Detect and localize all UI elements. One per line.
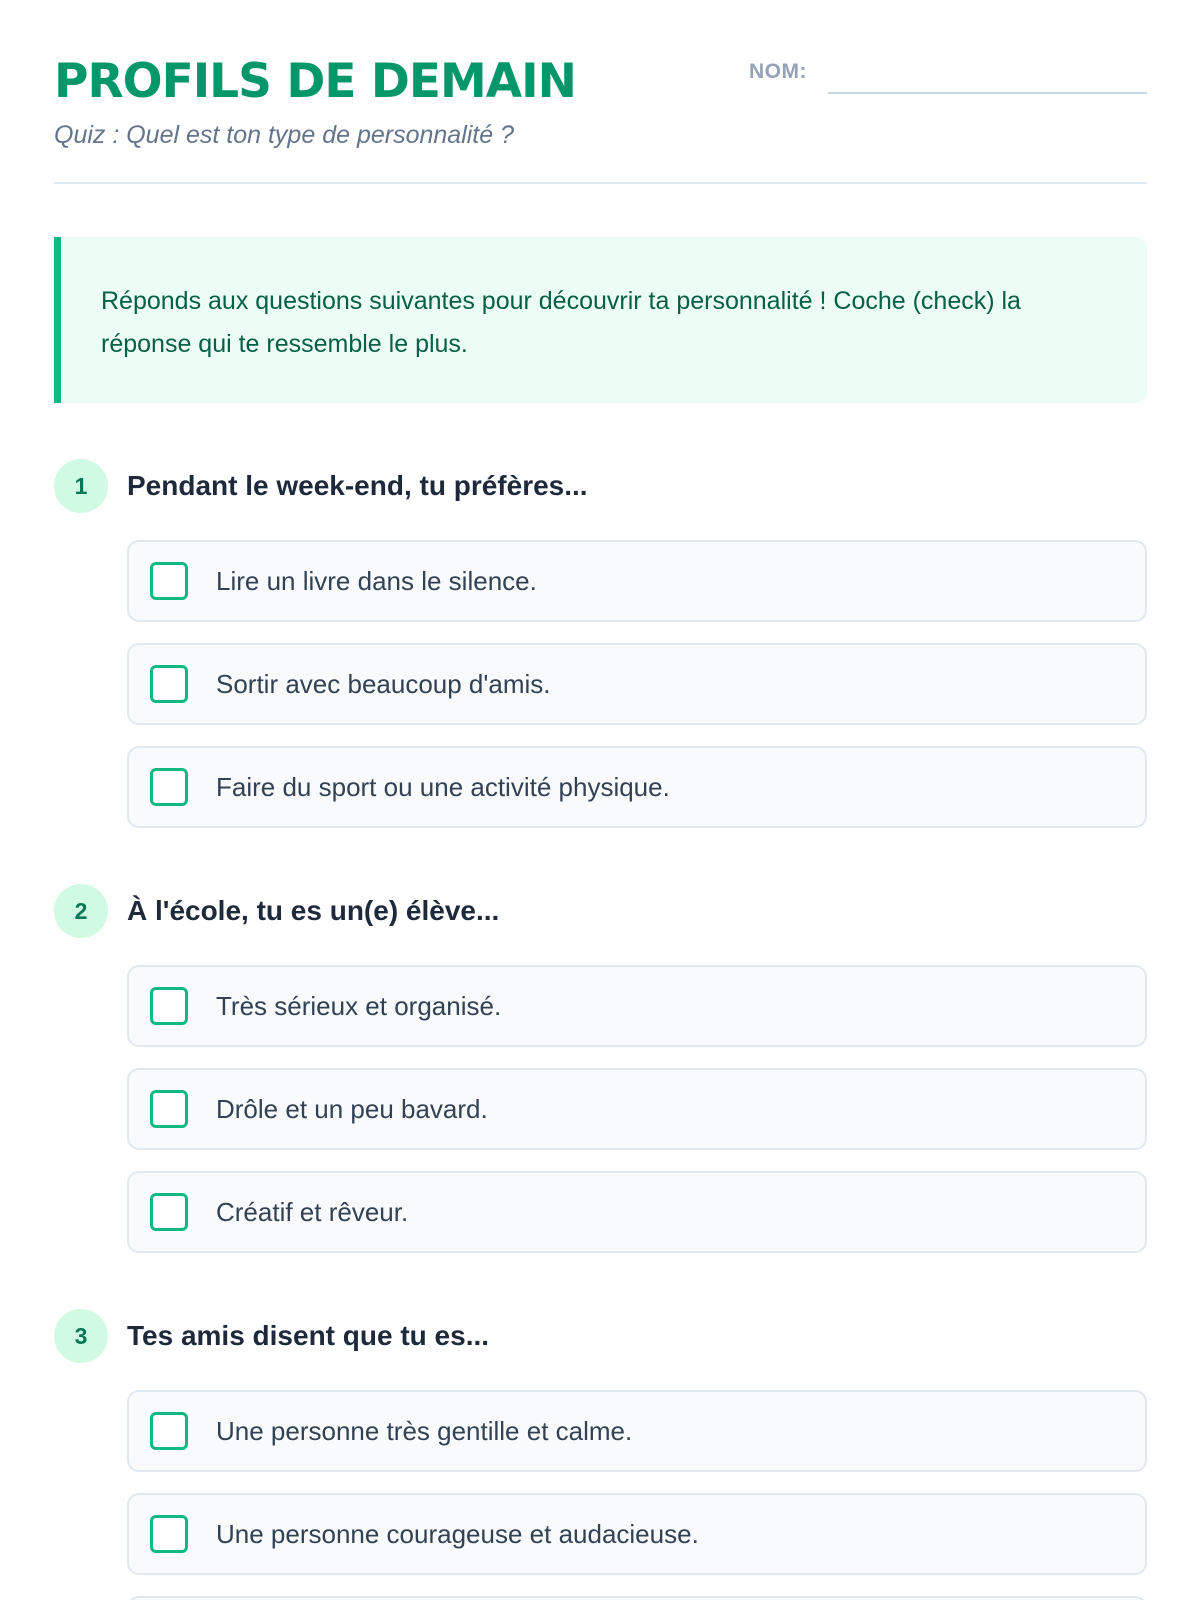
answer-options [127,1390,1147,1600]
question-header [54,884,1147,938]
header [54,0,1147,184]
answer-label: Très sérieux et organisé. [216,991,502,1021]
instructions-text: Réponds aux questions suivantes pour découvrir ta personnalité ! Coche (check) la réponse qui te ressemble le plus. [101,287,1021,358]
question-number-badge: 1 [54,459,108,513]
checkbox[interactable] [150,1515,188,1553]
answer-option[interactable] [127,540,1147,622]
answer-option[interactable] [127,746,1147,828]
answer-option[interactable] [127,1493,1147,1575]
name-label: NOM: [749,60,807,83]
question-header [54,1309,1147,1363]
answer-option[interactable] [127,1390,1147,1472]
answer-label: Drôle et un peu bavard. [216,1094,488,1124]
page-subtitle: Quiz : Quel est ton type de personnalité ? [54,121,514,149]
answer-label: Une personne courageuse et audacieuse. [216,1519,699,1549]
question-text: Pendant le week-end, tu préfères... [127,470,588,501]
answer-option[interactable] [127,643,1147,725]
quiz-worksheet [54,0,1147,1549]
checkbox[interactable] [150,1193,188,1231]
answer-label: Créatif et rêveur. [216,1197,409,1227]
question-header [54,459,1147,513]
page-title: PROFILS DE DEMAIN [54,54,576,109]
answer-label: Lire un livre dans le silence. [216,566,537,596]
answer-label: Faire du sport ou une activité physique. [216,772,670,802]
question-text: À l'école, tu es un(e) élève... [127,895,500,926]
answer-option[interactable] [127,1171,1147,1253]
question-number-badge: 2 [54,884,108,938]
checkbox[interactable] [150,665,188,703]
question-2 [54,884,1147,1227]
instructions-box [54,237,1147,403]
name-field[interactable] [749,58,1147,94]
checkbox[interactable] [150,1412,188,1450]
question-3 [54,1309,1147,1549]
answer-option[interactable] [127,1068,1147,1150]
answer-label: Une personne très gentille et calme. [216,1416,633,1446]
name-input-line[interactable] [828,92,1147,94]
checkbox[interactable] [150,562,188,600]
question-1 [54,459,1147,802]
checkbox[interactable] [150,768,188,806]
answer-label: Sortir avec beaucoup d'amis. [216,669,551,699]
question-number-badge: 3 [54,1309,108,1363]
checkbox[interactable] [150,1090,188,1128]
question-text: Tes amis disent que tu es... [127,1320,490,1351]
checkbox[interactable] [150,987,188,1025]
answer-options [127,540,1147,849]
answer-options [127,965,1147,1274]
answer-option[interactable] [127,965,1147,1047]
answer-option[interactable] [127,1596,1147,1600]
